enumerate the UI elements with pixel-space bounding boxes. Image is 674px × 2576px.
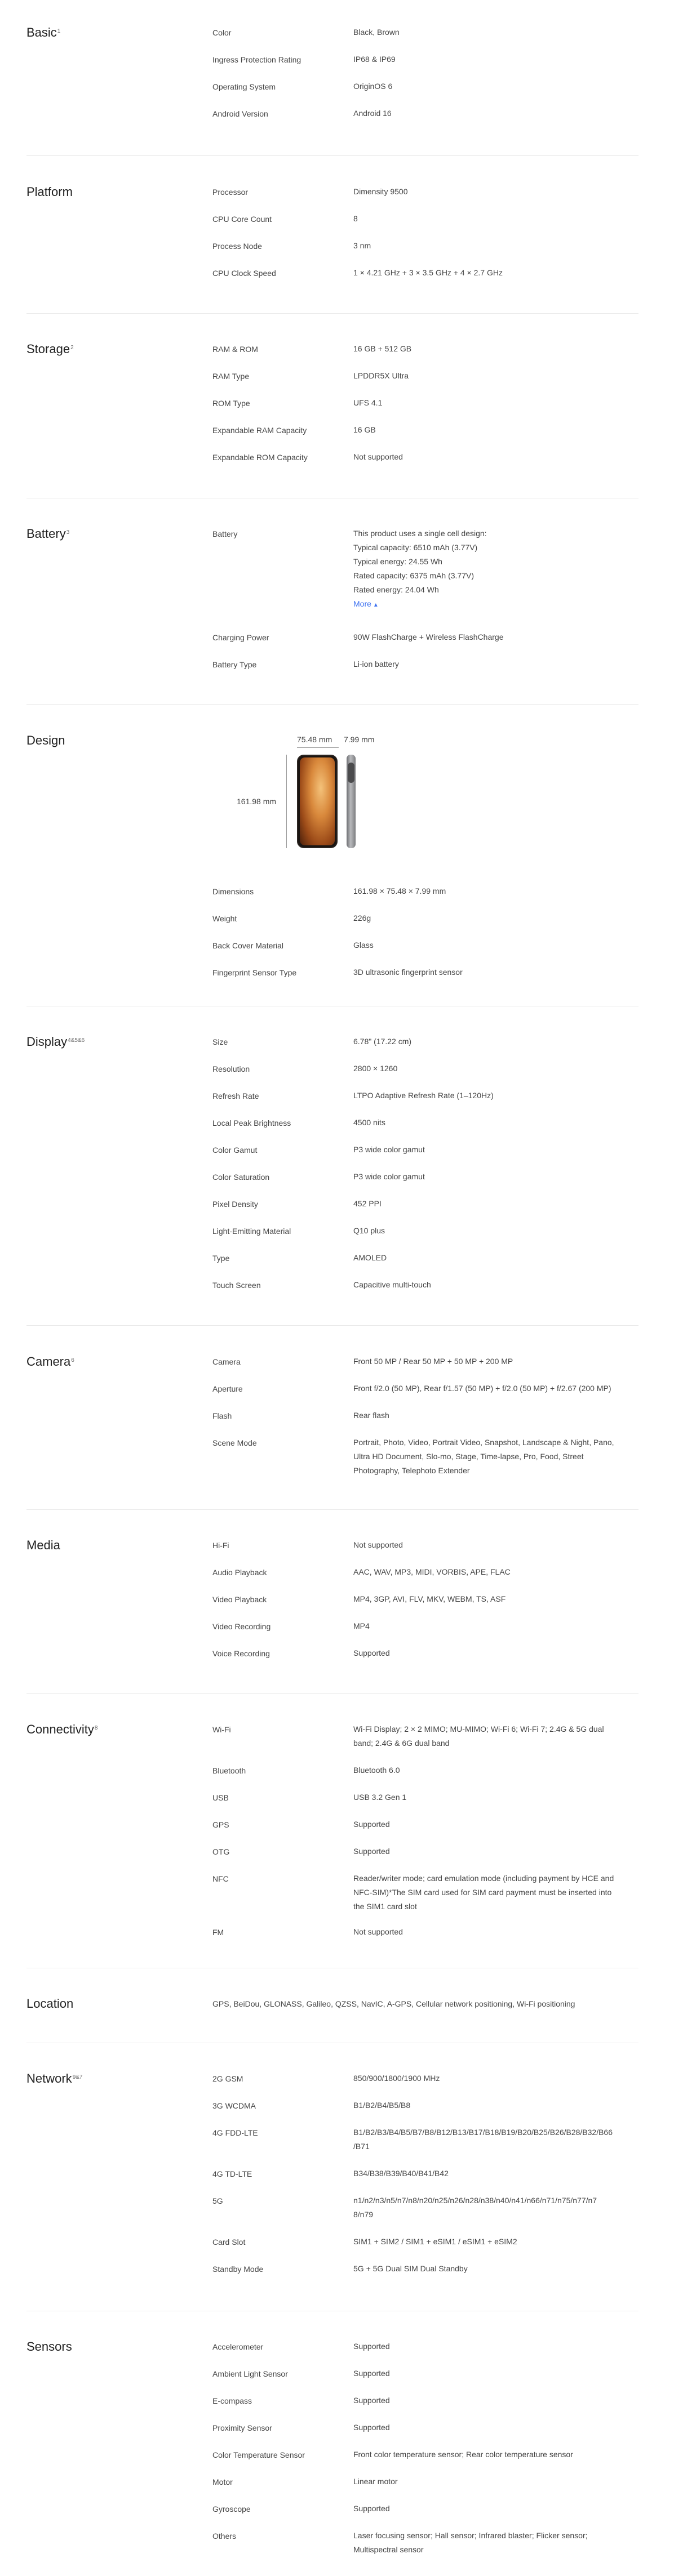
spec-value: 16 GB + 512 GB [353,344,412,353]
spec-value: Glass [353,941,374,950]
spec-value-line: 8/n79 [353,2210,374,2219]
spec-value [353,1763,644,1777]
spec-label: Flash [212,1411,232,1420]
spec-value [353,2235,644,2249]
spec-label: Resolution [212,1064,250,1073]
spec-value-line: Not supported [353,1927,403,1936]
spec-label: Light-Emitting Material [212,1227,291,1236]
spec-value-line: Supported [353,2342,390,2351]
spec-label: Battery Type [212,660,257,669]
section-divider [26,1325,638,1326]
spec-value: Black, Brown [353,28,400,37]
spec-value-line: /B71 [353,2142,370,2151]
spec-value: LPDDR5X Ultra [353,371,409,380]
spec-value [353,1409,644,1423]
spec-value-line: B1/B2/B4/B5/B8 [353,2101,411,2110]
spec-label: Ingress Protection Rating [212,55,301,64]
spec-value: 90W FlashCharge + Wireless FlashCharge [353,632,504,641]
spec-value [353,1381,644,1396]
spec-label: Touch Screen [212,1281,261,1290]
spec-value: 1 × 4.21 GHz + 3 × 3.5 GHz + 4 × 2.7 GHz [353,268,503,277]
spec-label: Process Node [212,242,262,251]
spec-value-line: Ultra HD Document, Slo-mo, Stage, Time-lapse, Pro, Food, Street [353,1452,584,1461]
spec-label: 4G TD-LTE [212,2169,252,2178]
spec-label: 3G WCDMA [212,2101,256,2110]
spec-value: IP68 & IP69 [353,55,396,64]
footnote-marker[interactable]: 1 [57,28,61,34]
spec-value: P3 wide color gamut [353,1145,425,1154]
spec-label: ROM Type [212,399,250,408]
more-label: More [353,599,371,608]
spec-label: Android Version [212,109,268,118]
spec-value-line: Rated capacity: 6375 mAh (3.77V) [353,571,475,580]
spec-label: Size [212,1037,228,1046]
section-divider [26,704,638,705]
spec-value-line: Multispectral sensor [353,2545,424,2554]
spec-value: MP4, 3GP, AVI, FLV, MKV, WEBM, TS, ASF [353,1594,506,1603]
spec-value-line: NFC-SIM)*The SIM card used for SIM card payment must be inserted into [353,1888,612,1897]
spec-value-line: Supported [353,2423,390,2432]
spec-label: Local Peak Brightness [212,1118,291,1127]
spec-label: Camera [212,1357,241,1366]
spec-label: Type [212,1254,230,1263]
spec-label: 2G GSM [212,2074,243,2083]
spec-value [353,1817,644,1831]
spec-value: Not supported [353,1540,403,1549]
spec-value-line: Laser focusing sensor; Hall sensor; Infrared blaster; Flicker sensor; [353,2531,588,2540]
section-title: Camera$^6$ [26,1354,74,1369]
section-divider [26,1693,638,1694]
spec-value: OriginOS 6 [353,82,393,91]
spec-label: Gyroscope [212,2504,251,2513]
spec-label: Scene Mode [212,1438,257,1447]
section-divider [26,1509,638,1510]
spec-value [353,1871,644,1914]
spec-label: Audio Playback [212,1568,267,1577]
spec-label: Motor [212,2477,233,2486]
spec-value [353,2475,644,2489]
spec-label: RAM Type [212,372,250,381]
spec-label: Aperture [212,1384,243,1393]
width-dimension-label: 75.48 mm [297,735,332,744]
spec-label: Standby Mode [212,2265,264,2274]
section-title: Storage$^2$ [26,342,74,356]
section-title: Design [26,733,65,747]
spec-value: Li-ion battery [353,659,399,668]
depth-dimension-label: 7.99 mm [344,735,375,744]
spec-value-line: n1/n2/n3/n5/n7/n8/n20/n25/n26/n28/n38/n40/n41/n66/n71/n75/n77/n7 [353,2196,597,2205]
spec-value: 161.98 × 75.48 × 7.99 mm [353,886,446,895]
spec-label: Ambient Light Sensor [212,2369,288,2378]
spec-value [353,2529,644,2557]
section-title: Location [26,1996,74,2011]
spec-label: Dimensions [212,887,254,896]
spec-value-line: Rated energy: 24.04 Wh [353,585,439,594]
spec-value: 16 GB [353,425,376,434]
spec-label: Color Temperature Sensor [212,2450,305,2459]
footnote-marker[interactable]: 4&5&6 [68,1037,85,1044]
phone-illustration [26,733,638,868]
spec-label: GPS [212,1820,229,1829]
footnote-marker[interactable]: 6 [71,1357,74,1363]
spec-value: Supported [353,1648,390,1657]
spec-label: Color Saturation [212,1173,270,1182]
spec-value-line: Front f/2.0 (50 MP), Rear f/1.57 (50 MP) + f/2.0 (50 MP) + f/2.67 (200 MP) [353,1384,611,1393]
location-value: GPS, BeiDou, GLONASS, Galileo, QZSS, NavIC, A-GPS, Cellular network positioning, Wi-Fi positioning [212,1999,575,2008]
spec-value: LTPO Adaptive Refresh Rate (1–120Hz) [353,1091,494,1100]
spec-label: Proximity Sensor [212,2423,272,2432]
battery-details [353,527,644,612]
spec-value: 6.78" (17.22 cm) [353,1037,412,1046]
spec-value [353,1436,644,1478]
spec-label: Back Cover Material [212,941,284,950]
footnote-marker[interactable]: 8 [94,1725,98,1731]
spec-label: 5G [212,2196,223,2205]
spec-value-line: 850/900/1800/1900 MHz [353,2074,440,2083]
more-toggle[interactable] [353,597,379,612]
width-dimension-line [297,747,339,748]
spec-value-line: Supported [353,1847,390,1856]
spec-label: USB [212,1793,229,1802]
spec-value-line: B34/B38/B39/B40/B41/B42 [353,2169,449,2178]
spec-value [353,1925,644,1939]
spec-value-line: Bluetooth 6.0 [353,1766,400,1775]
spec-label: E-compass [212,2396,252,2405]
spec-value-line: Supported [353,1820,390,1829]
spec-value: 4500 nits [353,1118,385,1127]
spec-value-line: band; 2.4G & 6G dual band [353,1739,450,1748]
spec-label: Bluetooth [212,1766,246,1775]
section-divider [26,313,638,314]
spec-label: Operating System [212,82,276,91]
spec-value [353,1844,644,1859]
spec-label: Accelerometer [212,2342,264,2351]
spec-value-line: Rear flash [353,1411,389,1420]
spec-value [353,2366,644,2381]
spec-label: Wi-Fi [212,1725,231,1734]
spec-value [353,2502,644,2516]
spec-label: Video Recording [212,1622,271,1631]
spec-value-line: Wi-Fi Display; 2 × 2 MIMO; MU-MIMO; Wi-Fi 6; Wi-Fi 7; 2.4G & 5G dual [353,1724,604,1733]
spec-label: Card Slot [212,2238,246,2247]
spec-value: Dimensity 9500 [353,187,408,196]
chevron-up-icon: ▲ [373,602,379,608]
spec-label: FM [212,1928,224,1937]
section-title: Platform [26,185,73,199]
spec-label: Weight [212,914,237,923]
spec-label: Others [212,2532,237,2541]
spec-value: UFS 4.1 [353,398,383,407]
spec-label: RAM & ROM [212,345,258,354]
spec-value: 3D ultrasonic fingerprint sensor [353,968,463,977]
height-dimension-line [286,755,287,848]
spec-label: Color [212,28,232,37]
spec-value-line: Photography, Telephoto Extender [353,1466,470,1475]
spec-label: Battery [212,529,238,538]
spec-value [353,2339,644,2354]
section-title: Media [26,1538,60,1552]
footnote-marker[interactable]: 9&7 [72,2074,83,2080]
spec-value: 226g [353,913,371,922]
spec-value-line: Typical energy: 24.55 Wh [353,557,442,566]
spec-value: 3 nm [353,241,371,250]
section-title: Basic$^1$ [26,25,61,39]
spec-value: MP4 [353,1621,370,1630]
spec-label: Voice Recording [212,1649,270,1658]
spec-value [353,2071,644,2085]
spec-value: Not supported [353,452,403,461]
spec-value [353,2448,644,2462]
spec-value: 452 PPI [353,1199,382,1208]
spec-value-line: the SIM1 card slot [353,1902,417,1911]
spec-value-line: Linear motor [353,2477,398,2486]
spec-value: Q10 plus [353,1226,385,1235]
phone-side-image [347,755,356,848]
spec-label: Hi-Fi [212,1541,229,1550]
spec-value-line: Front 50 MP / Rear 50 MP + 50 MP + 200 MP [353,1357,513,1366]
spec-value [353,2421,644,2435]
spec-label: Expandable ROM Capacity [212,453,308,462]
section-divider [26,155,638,156]
spec-label: Fingerprint Sensor Type [212,968,297,977]
spec-label: Expandable RAM Capacity [212,426,307,435]
spec-label: CPU Core Count [212,215,272,224]
spec-value [353,1722,644,1750]
section-title: Connectivity$^8$ [26,1722,98,1736]
height-dimension-label: 161.98 mm [237,797,277,806]
spec-value-line: USB 3.2 Gen 1 [353,1793,407,1802]
section-title: Network$^{9\&7}$ [26,2071,83,2085]
spec-value: P3 wide color gamut [353,1172,425,1181]
spec-value-line: Reader/writer mode; card emulation mode (including payment by HCE and [353,1874,614,1883]
section-title: Battery$^3$ [26,527,70,541]
spec-label: Color Gamut [212,1146,258,1155]
spec-value-line: 5G + 5G Dual SIM Dual Standby [353,2264,468,2273]
spec-value-line: B1/B2/B3/B4/B5/B7/B8/B12/B13/B17/B18/B19/B20/B25/B26/B28/B32/B66 [353,2128,613,2137]
spec-label: NFC [212,1874,229,1883]
spec-value: Capacitive multi-touch [353,1280,431,1289]
spec-value: Android 16 [353,109,392,118]
spec-value-line: Supported [353,2369,390,2378]
spec-value [353,2098,644,2113]
spec-value-line: This product uses a single cell design: [353,529,487,538]
footnote-marker[interactable]: 2 [70,345,74,351]
spec-value-line: Portrait, Photo, Video, Portrait Video, Snapshot, Landscape & Night, Pano, [353,1438,614,1447]
spec-value: AAC, WAV, MP3, MIDI, VORBIS, APE, FLAC [353,1567,511,1576]
section-title: Display$^{4\&5\&6}$ [26,1035,85,1049]
spec-label: Charging Power [212,633,269,642]
spec-value-line: Typical capacity: 6510 mAh (3.77V) [353,543,478,552]
spec-label: 4G FDD-LTE [212,2128,258,2137]
spec-label: CPU Clock Speed [212,269,276,278]
spec-value: AMOLED [353,1253,387,1262]
spec-value-line: Front color temperature sensor; Rear color temperature sensor [353,2450,573,2459]
spec-value-line: Supported [353,2396,390,2405]
spec-value [353,1790,644,1804]
spec-value: 2800 × 1260 [353,1064,398,1073]
spec-value: 8 [353,214,358,223]
spec-label: Refresh Rate [212,1091,259,1100]
spec-value [353,2125,644,2154]
spec-value [353,2262,644,2276]
spec-value [353,2394,644,2408]
spec-value [353,2167,644,2181]
spec-value [353,2194,644,2222]
section-title: Sensors [26,2339,72,2354]
spec-label: OTG [212,1847,230,1856]
spec-label: Pixel Density [212,1200,258,1209]
spec-label: Video Playback [212,1595,267,1604]
spec-label: Processor [212,188,249,197]
spec-value [353,1354,644,1369]
footnote-marker[interactable]: 3 [66,529,70,536]
spec-value-line: Supported [353,2504,390,2513]
phone-front-image [297,755,338,848]
spec-value-line: SIM1 + SIM2 / SIM1 + eSIM1 / eSIM1 + eSIM2 [353,2237,517,2246]
